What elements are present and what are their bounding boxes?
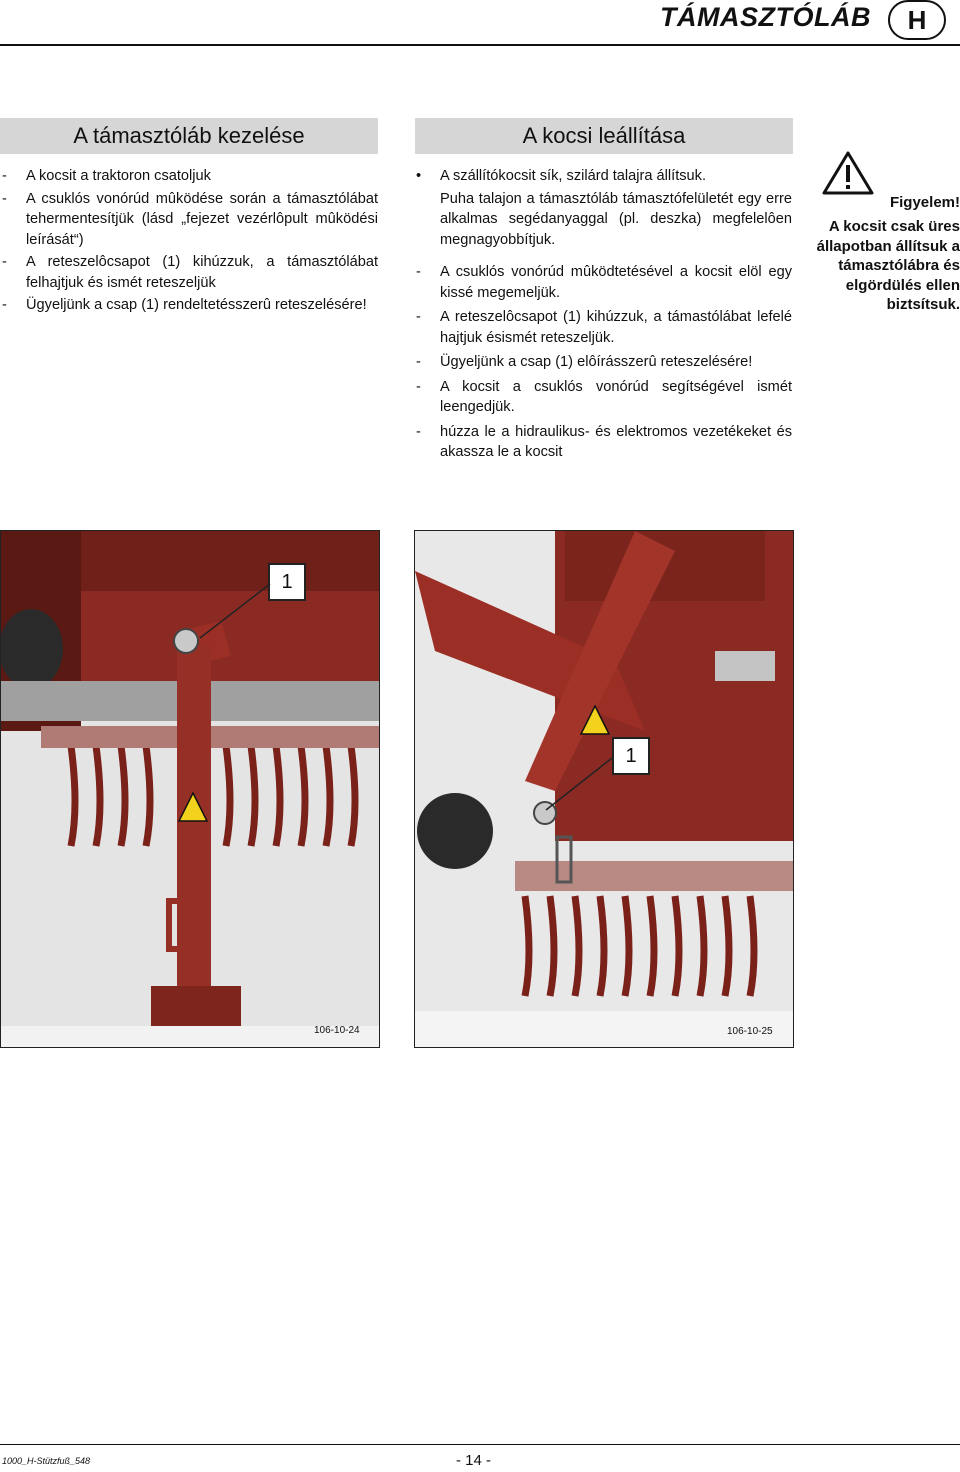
list-item: - A reteszelôcsapot (1) kihúzzuk, a támastólábat lefelé hajtjuk ésismét reteszeljük. (416, 309, 792, 346)
callout-label: 1 (612, 737, 650, 775)
list-item: - A csuklós vonórúd mûködése során a támasztólábat tehermentesítjük (lásd „fejezet vezérlôpult mûködési leírását“) (2, 190, 378, 248)
page-number: - 14 - (456, 1452, 492, 1469)
bullet-subtext: Puha talajon a támasztóláb támasztófelületét egy erre alkalmas segédanyaggal (pl. deszka) megfelelôen megnagyobbítjuk. (440, 190, 792, 248)
list-item: - A csuklós vonórúd mûködtetésével a kocsit elöl egy kissé megemeljük. (416, 264, 792, 301)
callout-pointer (196, 580, 276, 647)
section-title-left: A támasztóláb kezelése (0, 118, 378, 154)
list-item: - Ügyeljünk a csap (1) elôírásszerû reteszelésére! (416, 354, 753, 370)
list-item: - A kocsit a csuklós vonórúd segítségével ismét leengedjük. (416, 378, 792, 415)
list-item: - Ügyeljünk a csap (1) rendeltetésszerû reteszelésére! (2, 297, 367, 313)
callout-label: 1 (268, 563, 306, 601)
warning-box (812, 148, 960, 315)
section-badge: H (888, 0, 946, 40)
warning-message: A kocsit csak üres állapotban állítsuk a támasztólábra és elgördülés ellen biztsítsuk. (816, 218, 960, 313)
footer-file-id: 1000_H-Stützfuß_548 (2, 1456, 91, 1466)
photo-support-leg-raised (0, 530, 380, 1048)
photo-code: 106-10-25 (727, 1026, 773, 1037)
list-item: - A reteszelôcsapot (1) kihúzzuk, a támasztólábat felhajtjuk és ismét reteszeljük (2, 254, 378, 291)
list-item: - húzza le a hidraulikus- és elektromos vezetékeket és akassza le a kocsit (416, 423, 792, 460)
warning-label: Figyelem! (889, 194, 960, 211)
callout-pointer (542, 754, 616, 819)
bullet-item: • A szállítókocsit sík, szilárd talajra állítsuk. (416, 168, 707, 184)
page-title: TÁMASZTÓLÁB (660, 2, 871, 32)
list-item: - A kocsit a traktoron csatoljuk (2, 168, 211, 184)
photo-code: 106-10-24 (314, 1025, 360, 1036)
left-column-text (2, 166, 378, 316)
header-divider (0, 44, 960, 46)
mid-column-text (416, 166, 792, 463)
footer-divider (0, 1444, 960, 1445)
section-title-mid: A kocsi leállítása (415, 118, 793, 154)
